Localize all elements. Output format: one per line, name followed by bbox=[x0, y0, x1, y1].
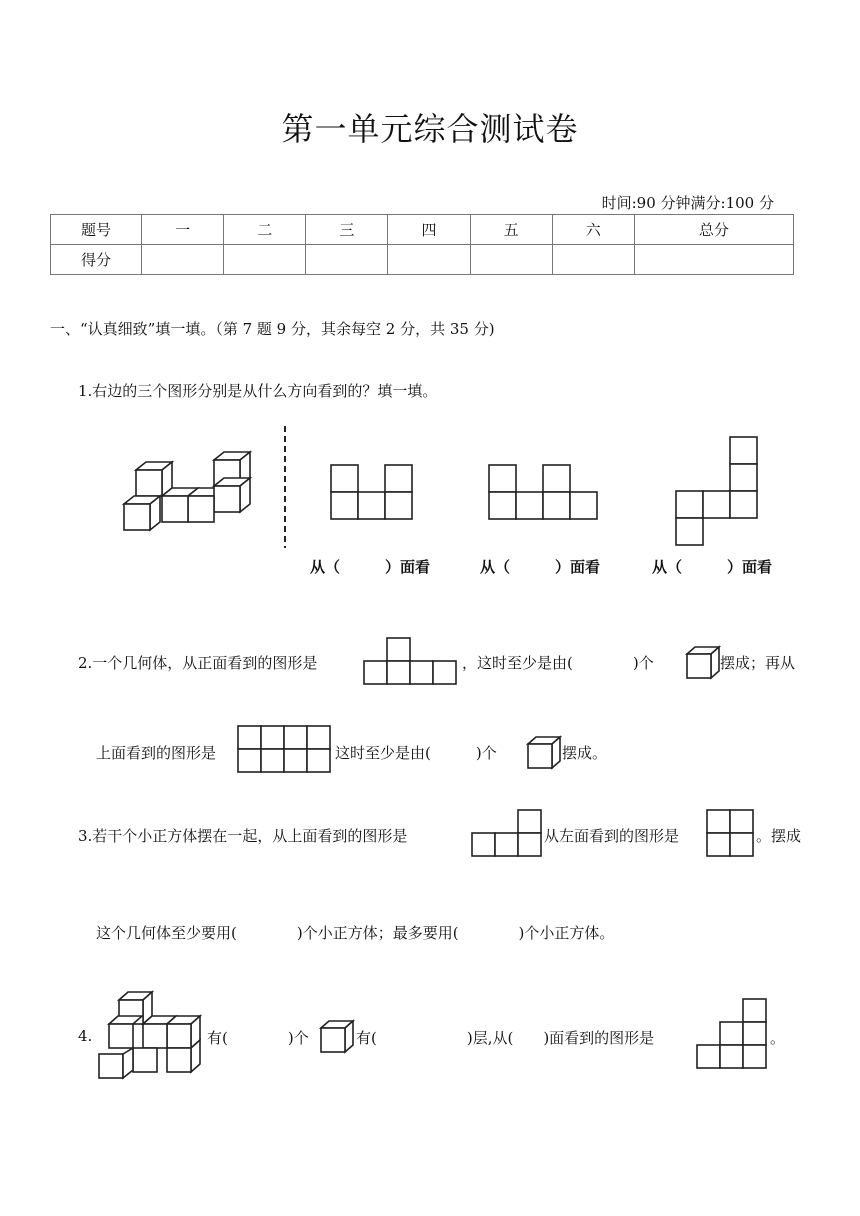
question-3-text-a: 3.若干个小正方体摆在一起，从上面看到的图形是 bbox=[78, 827, 408, 845]
q2-top-view-figure bbox=[238, 726, 334, 774]
score-table-score-row bbox=[51, 245, 794, 275]
q4-cube-solid-figure bbox=[97, 990, 207, 1080]
q1-cube-solid-figure bbox=[118, 448, 258, 538]
score-header-cell: 四 bbox=[388, 215, 470, 245]
score-header-cell: 题号 bbox=[51, 215, 142, 245]
question-4-text-c: 。 bbox=[770, 1029, 786, 1047]
question-3-text-b: 从左面看到的图形是 bbox=[544, 827, 680, 845]
score-header-cell: 六 bbox=[552, 215, 634, 245]
q1-view-figure-1 bbox=[331, 465, 413, 520]
score-input-cell[interactable] bbox=[552, 245, 634, 275]
q1-dashed-divider bbox=[283, 426, 287, 548]
score-input-cell[interactable] bbox=[388, 245, 470, 275]
score-table-header-row bbox=[51, 215, 794, 245]
q2-front-view-figure bbox=[364, 638, 460, 686]
q3-top-view-figure bbox=[472, 810, 544, 858]
small-cube-icon bbox=[320, 1020, 356, 1054]
score-input-cell[interactable] bbox=[634, 245, 793, 275]
question-1-text: 1.右边的三个图形分别是从什么方向看到的？填一填。 bbox=[78, 382, 438, 400]
q1-label-3: 从（ ）面看 bbox=[652, 558, 773, 576]
q4-view-figure bbox=[697, 999, 769, 1071]
score-table bbox=[50, 214, 794, 275]
question-2-text-b: ，这时至少是由( )个 bbox=[462, 654, 654, 672]
question-2-text-e: 这时至少是由( )个 bbox=[335, 744, 497, 762]
score-header-cell: 三 bbox=[306, 215, 388, 245]
score-input-cell[interactable] bbox=[306, 245, 388, 275]
small-cube-icon bbox=[527, 736, 563, 770]
score-input-cell[interactable] bbox=[470, 245, 552, 275]
question-2-text-a: 2.一个几何体，从正面看到的图形是 bbox=[78, 654, 318, 672]
score-input-cell[interactable] bbox=[142, 245, 224, 275]
question-4-text-b: 有( )层,从( )面看到的图形是 bbox=[356, 1029, 655, 1047]
question-2-text-c: 摆成；再从 bbox=[720, 654, 796, 672]
question-2-text-f: 摆成。 bbox=[562, 744, 608, 762]
small-cube-icon bbox=[686, 646, 722, 680]
page-title: 第一单元综合测试卷 bbox=[281, 110, 579, 148]
q1-label-2: 从（ ）面看 bbox=[480, 558, 601, 576]
time-score-info: 时间:90 分钟满分:100 分 bbox=[601, 194, 774, 212]
score-header-cell: 一 bbox=[142, 215, 224, 245]
score-header-cell: 二 bbox=[224, 215, 306, 245]
score-header-cell: 五 bbox=[470, 215, 552, 245]
question-3-text-d: 这个几何体至少要用( )个小正方体；最多要用( )个小正方体。 bbox=[96, 924, 615, 942]
question-4-text-a: 有( )个 bbox=[207, 1029, 309, 1047]
q1-view-figure-2 bbox=[489, 465, 599, 520]
question-3-text-c: 。摆成 bbox=[756, 827, 802, 845]
q1-label-1: 从（ ）面看 bbox=[310, 558, 431, 576]
score-input-cell[interactable] bbox=[224, 245, 306, 275]
score-header-cell: 总分 bbox=[634, 215, 793, 245]
q1-view-figure-3 bbox=[676, 437, 758, 547]
score-row-label: 得分 bbox=[51, 245, 142, 275]
q3-left-view-figure bbox=[707, 810, 755, 858]
question-2-text-d: 上面看到的图形是 bbox=[96, 744, 217, 762]
section-1-heading: 一、“认真细致”填一填。（第 7 题 9 分，其余每空 2 分，共 35 分) bbox=[50, 320, 495, 338]
question-4-number: 4. bbox=[78, 1027, 93, 1045]
